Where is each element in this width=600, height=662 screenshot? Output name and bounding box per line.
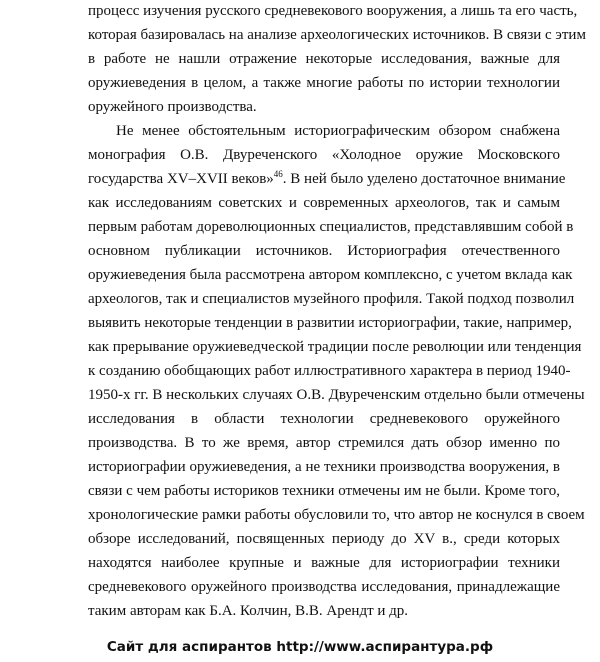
text-line: оружиеведения была рассмотрена автором комплексно, с учетом вклада как — [88, 267, 573, 283]
text-line: оружейного производства. — [88, 99, 257, 115]
text-line: хронологические рамки работы обусловили то, что автор не коснулся в своем — [88, 507, 585, 523]
text-fragment: государства XV–XVII веков» — [88, 171, 274, 187]
text-line: основном публикации источников. Историография отечественного — [88, 243, 560, 259]
text-line: Не менее обстоятельным историографическим обзором снабжена — [116, 123, 560, 139]
text-line: связи с чем работы историков техники отмечены им не были. Кроме того, — [88, 483, 560, 499]
text-line: оружиеведения в целом, а также многие работы по истории технологии — [88, 75, 560, 91]
text-line: обзоре исследований, посвященных периоду до XV в., среди которых — [88, 531, 560, 547]
text-line: 1950-х гг. В нескольких случаях О.В. Двуреченским отдельно были отмечены — [88, 387, 585, 403]
text-line: производства. В то же время, автор стремился дать обзор именно по — [88, 435, 560, 451]
footnote-reference: 46 — [273, 169, 283, 179]
text-line: археологов, так и специалистов музейного профиля. Такой подход позволил — [88, 291, 575, 307]
site-footer: Сайт для аспирантов http://www.аспирантура.рф — [106, 639, 494, 655]
text-line: как исследованиям советских и современных археологов, так и самым — [88, 195, 560, 211]
text-line: первым работам дореволюционных специалистов, представлявшим собой в — [88, 219, 574, 235]
text-line: монография О.В. Двуреченского «Холодное оружие Московского — [88, 147, 560, 163]
text-fragment: . В ней было уделено достаточное внимание — [282, 171, 566, 187]
text-line: таким авторам как Б.А. Колчин, В.В. Арендт и др. — [88, 603, 409, 619]
text-line: процесс изучения русского средневекового вооружения, а лишь та его часть, — [88, 3, 578, 19]
text-line: как прерывание оружиеведческой традиции после революции или тенденция — [88, 339, 582, 355]
text-line: в работе не нашли отражение некоторые исследования, важные для — [88, 51, 560, 67]
text-line: средневекового оружейного производства исследования, принадлежащие — [88, 579, 560, 595]
text-line: находятся наиболее крупные и важные для историографии техники — [88, 555, 560, 571]
text-line: исследования в области технологии средневекового оружейного — [88, 411, 560, 427]
text-line: историографии оружиеведения, а не техники производства вооружения, в — [88, 459, 560, 475]
text-line: которая базировалась на анализе археологических источников. В связи с этим — [88, 27, 586, 43]
text-line-with-footnote — [88, 169, 566, 188]
text-line: к созданию обобщающих работ иллюстративного характера в период 1940- — [88, 363, 571, 379]
text-line: выявить некоторые тенденции в развитии историографии, такие, например, — [88, 315, 572, 331]
